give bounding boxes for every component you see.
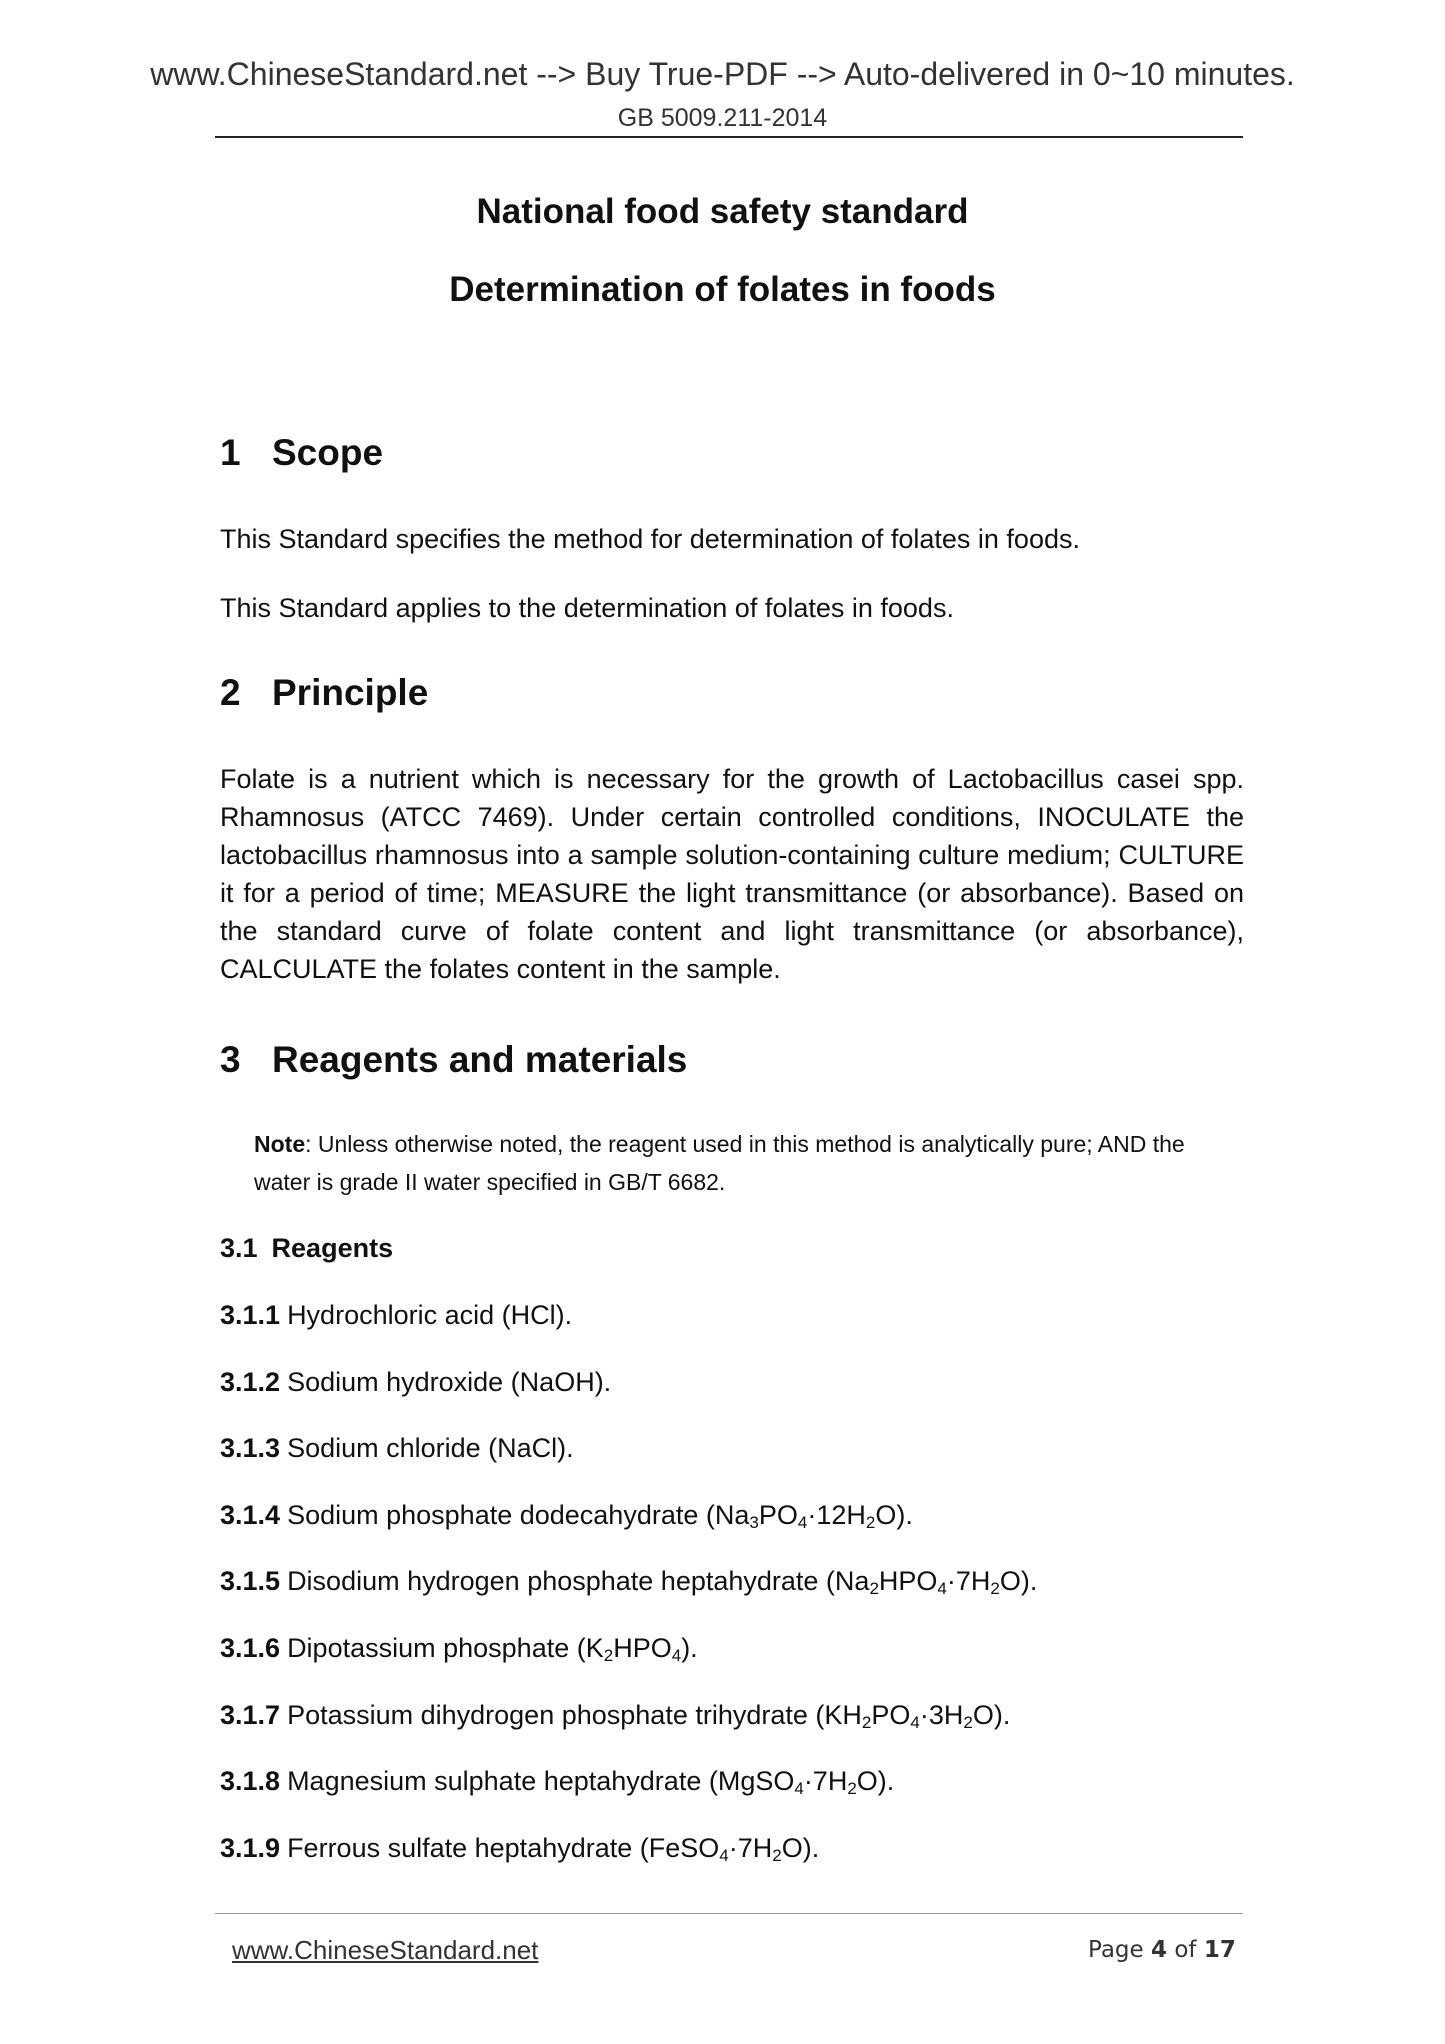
page-label: Page — [1088, 1937, 1144, 1963]
reagent-number: 3.1.6 — [220, 1633, 281, 1663]
reagent-item — [220, 1762, 894, 1800]
reagent-number: 3.1.5 — [220, 1566, 281, 1596]
page-total: 17 — [1203, 1937, 1236, 1963]
page-of: of — [1174, 1937, 1197, 1963]
reagent-item — [220, 1296, 572, 1334]
principle-paragraph: Folate is a nutrient which is necessary for the growth of Lactobacillus casei spp. Rhamnosus (ATCC 7469). Under certain controlled conditions, INOCULATE the lactobacillus rhamnosus into a sample solution-containing culture medium; CULTURE it for a period of time; MEASURE the light transmittance (or absorbance). Based on the standard curve of folate content and light transmittance (or absorbance), CALCULATE the folates content in the sample. — [220, 764, 1244, 984]
reagent-number: 3.1.3 — [220, 1433, 281, 1463]
reagent-text: Hydrochloric acid (HCl). — [287, 1300, 573, 1330]
note-paragraph — [254, 1125, 1244, 1201]
reagent-number: 3.1.1 — [220, 1300, 281, 1330]
reagent-number: 3.1.7 — [220, 1700, 281, 1730]
subsection-title: Reagents — [271, 1233, 394, 1263]
standard-code: GB 5009.211-2014 — [617, 104, 828, 132]
subsection-number: 3.1 — [220, 1233, 258, 1263]
top-banner: www.ChineseStandard.net --> Buy True-PDF --> Auto-delivered in 0~10 minutes. — [150, 56, 1295, 92]
page-current: 4 — [1151, 1937, 1168, 1963]
reagent-text: Ferrous sulfate heptahydrate $(FeSO_4\cdot 7H_2O)$. — [287, 1833, 820, 1865]
subsection-heading-reagents — [220, 1233, 393, 1264]
page-number — [1088, 1937, 1236, 1963]
reagent-item — [220, 1829, 819, 1867]
scope-paragraph-2: This Standard applies to the determination of folates in foods. — [220, 593, 954, 623]
section-title: Scope — [272, 432, 384, 473]
section-title: Reagents and materials — [272, 1039, 688, 1080]
scope-paragraph-1: This Standard specifies the method for determination of folates in foods. — [220, 524, 1080, 554]
reagent-text: Sodium chloride (NaCl). — [287, 1433, 574, 1463]
section-heading-scope — [220, 432, 383, 474]
reagent-item — [220, 1629, 698, 1667]
section-number: 2 — [220, 672, 241, 713]
footer-divider — [215, 1913, 1243, 1914]
note-text: : Unless otherwise noted, the reagent used in this method is analytically pure; AND the water is grade II water specified in GB/T 6682. — [254, 1131, 1185, 1195]
section-number: 1 — [220, 432, 241, 473]
reagent-text: Dipotassium phosphate $(K_2HPO_4)$. — [287, 1633, 698, 1665]
reagent-text: Potassium dihydrogen phosphate trihydrate $(KH_2PO_4\cdot 3H_2O)$. — [287, 1700, 1011, 1732]
note-label: Note — [254, 1131, 306, 1157]
reagent-text: Disodium hydrogen phosphate heptahydrate $(Na_2HPO_4\cdot 7H_2O)$. — [287, 1566, 1038, 1598]
section-title: Principle — [272, 672, 429, 713]
reagent-item — [220, 1429, 574, 1467]
reagent-text: Magnesium sulphate heptahydrate $(MgSO_4\cdot 7H_2O)$. — [287, 1766, 895, 1798]
reagent-number: 3.1.4 — [220, 1500, 281, 1530]
reagent-item — [220, 1696, 1010, 1734]
section-heading-reagents-materials — [220, 1039, 687, 1081]
section-number: 3 — [220, 1039, 241, 1080]
reagent-text: Sodium hydroxide (NaOH). — [287, 1367, 612, 1397]
section-heading-principle — [220, 672, 428, 714]
reagent-number: 3.1.2 — [220, 1367, 281, 1397]
document-subtitle: Determination of folates in foods — [449, 270, 996, 309]
reagent-item — [220, 1496, 913, 1534]
reagent-number: 3.1.8 — [220, 1766, 281, 1796]
document-title: National food safety standard — [476, 192, 969, 231]
reagent-number: 3.1.9 — [220, 1833, 281, 1863]
reagent-item — [220, 1562, 1037, 1600]
reagent-item — [220, 1363, 611, 1401]
header-divider — [215, 136, 1243, 138]
footer-website-link[interactable]: www.ChineseStandard.net — [232, 1935, 539, 1965]
reagent-text: Sodium phosphate dodecahydrate $(Na_3PO_4\cdot 12H_2O)$. — [287, 1500, 913, 1532]
